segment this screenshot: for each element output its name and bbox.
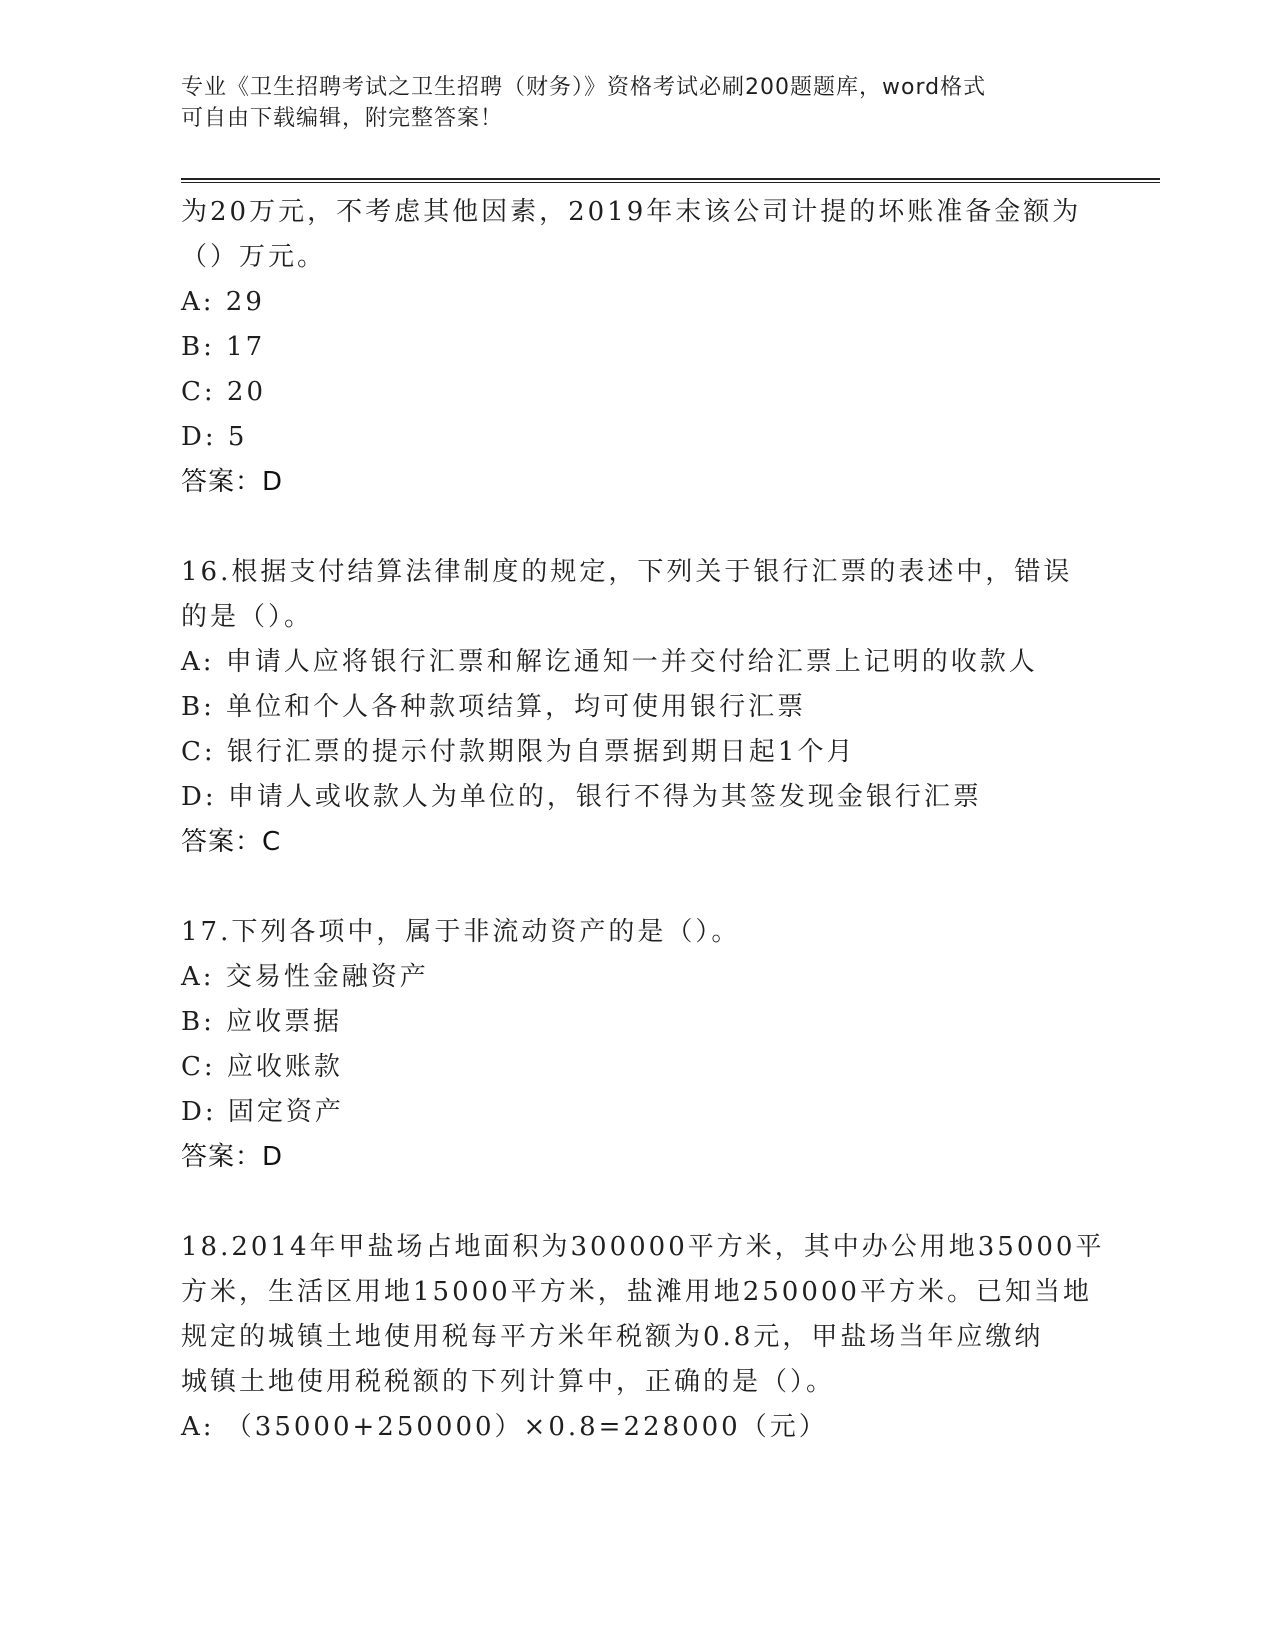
question-text-line: 城镇土地使用税税额的下列计算中，正确的是（）。: [181, 1367, 836, 1397]
option-b: B: 17: [181, 332, 266, 362]
question-17: [181, 910, 1141, 1180]
option-a: A: 29: [181, 287, 265, 317]
option-c: C: 银行汇票的提示付款期限为自票据到期日起1个月: [181, 737, 856, 767]
option-d: D: 5: [181, 422, 248, 452]
question-text-line: 规定的城镇土地使用税每平方米年税额为0.8元，甲盐场当年应缴纳: [181, 1322, 1044, 1352]
option-c: C: 应收账款: [181, 1052, 343, 1082]
header-line-1: 专业《卫生招聘考试之卫生招聘（财务）》资格考试必刷200题题库，word格式: [181, 75, 987, 100]
question-text-line: 方米，生活区用地15000平方米，盐滩用地250000平方米。已知当地: [181, 1277, 1092, 1307]
spacer: [181, 505, 1141, 550]
option-b: B: 应收票据: [181, 1007, 343, 1037]
question-text-line: 18.2014年甲盐场占地面积为300000平方米，其中办公用地35000平: [181, 1232, 1105, 1262]
option-a: A: （35000+250000）×0.8=228000（元）: [181, 1412, 828, 1442]
answer: 答案：D: [181, 467, 284, 497]
question-18: [181, 1225, 1141, 1450]
option-a: A: 交易性金融资产: [181, 962, 429, 992]
option-d: D: 固定资产: [181, 1097, 344, 1127]
question-15: [181, 190, 1141, 505]
option-b: B: 单位和个人各种款项结算，均可使用银行汇票: [181, 692, 807, 722]
spacer: [181, 1180, 1141, 1225]
question-text-line: 17.下列各项中，属于非流动资产的是（）。: [181, 917, 741, 947]
answer: 答案：D: [181, 1142, 284, 1172]
answer: 答案：C: [181, 827, 282, 857]
option-a: A: 申请人应将银行汇票和解讫通知一并交付给汇票上记明的收款人: [181, 647, 1038, 677]
option-d: D: 申请人或收款人为单位的，银行不得为其签发现金银行汇票: [181, 782, 982, 812]
document-header: [181, 72, 1061, 134]
question-list: [181, 190, 1141, 1450]
question-text-line: 的是（）。: [181, 602, 314, 632]
option-c: C: 20: [181, 377, 267, 407]
question-text-line: 16.根据支付结算法律制度的规定，下列关于银行汇票的表述中，错误: [181, 557, 1073, 587]
question-text-line: （）万元。: [181, 242, 327, 272]
question-16: [181, 550, 1141, 865]
header-line-2: 可自由下载编辑，附完整答案！: [181, 106, 504, 131]
header-divider: [181, 178, 1160, 183]
question-text-line: 为20万元，不考虑其他因素，2019年末该公司计提的坏账准备金额为: [181, 197, 1082, 227]
spacer: [181, 865, 1141, 910]
